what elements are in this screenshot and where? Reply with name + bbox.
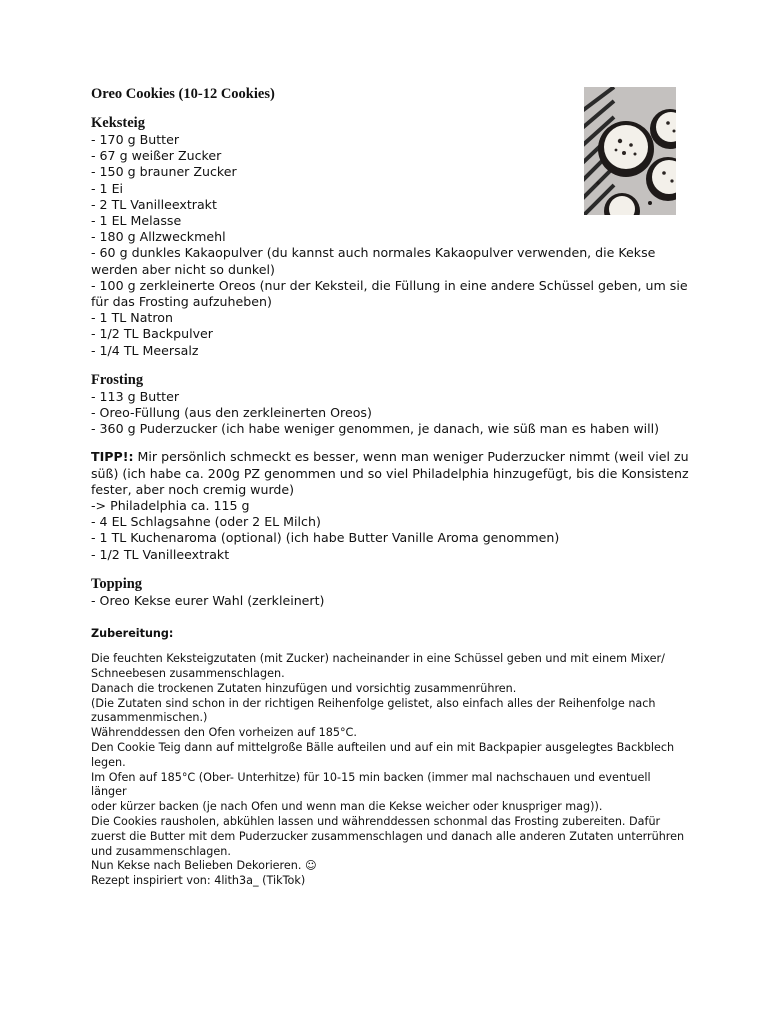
list-item: - 150 g brauner Zucker bbox=[91, 164, 237, 180]
tipp-first-line bbox=[91, 449, 691, 465]
keksteig-heading: Keksteig bbox=[91, 115, 145, 131]
list-item: - Oreo-Füllung (aus den zerkleinerten Oreos) bbox=[91, 405, 372, 421]
list-item: für das Frosting aufzuheben) bbox=[91, 294, 272, 310]
prep-line: Schneebesen zusammenschlagen. bbox=[91, 667, 285, 681]
list-item: - 1 Ei bbox=[91, 180, 124, 196]
list-item: - 113 g Butter bbox=[91, 388, 180, 404]
tipp-block bbox=[91, 449, 691, 562]
prep-line: Die feuchten Keksteigzutaten (mit Zucker) nacheinander in eine Schüssel geben und mit einem Mixer/ bbox=[91, 652, 665, 666]
prep-line: zuerst die Butter mit dem Puderzucker zusammenschlagen und danach alle anderen Zutaten unterrühren bbox=[91, 829, 685, 843]
prep-line: zusammenmischen.) bbox=[91, 711, 208, 725]
list-item: - 67 g weißer Zucker bbox=[91, 148, 222, 164]
section-spacer bbox=[91, 563, 691, 575]
prep-line: Den Cookie Teig dann auf mittelgroße Bälle aufteilen und auf ein mit Backpapier ausgelegtes Backblech bbox=[91, 741, 675, 755]
frosting-list bbox=[91, 389, 691, 438]
prep-line: (Die Zutaten sind schon in der richtigen Reihenfolge gelistet, also einfach alles der Reihenfolge nach bbox=[91, 696, 656, 710]
prep-line: Im Ofen auf 185°C (Ober- Unterhitze) für 10-15 min backen (immer mal nachschauen und eventuell bbox=[91, 770, 651, 784]
prep-line: oder kürzer backen (je nach Ofen und wenn man die Kekse weicher oder knuspriger mag)). bbox=[91, 800, 603, 814]
oreo-cookies-photo bbox=[584, 87, 676, 215]
list-item: werden aber nicht so dunkel) bbox=[91, 261, 275, 277]
list-item: - 1/4 TL Meersalz bbox=[91, 342, 199, 358]
tipp-line: -> Philadelphia ca. 115 g bbox=[91, 498, 250, 514]
zubereitung-heading: Zubereitung: bbox=[91, 627, 174, 641]
section-spacer bbox=[91, 609, 691, 617]
list-item: - 60 g dunkles Kakaopulver (du kannst auch normales Kakaopulver verwenden, die Kekse bbox=[91, 245, 656, 261]
recipe-title: Oreo Cookies (10-12 Cookies) bbox=[91, 86, 275, 102]
prep-line: Währenddessen den Ofen vorheizen auf 185°C. bbox=[91, 726, 357, 740]
list-item: - 1 EL Melasse bbox=[91, 213, 182, 229]
frosting-heading: Frosting bbox=[91, 371, 144, 388]
section-spacer bbox=[91, 359, 691, 371]
list-item: - 100 g zerkleinerte Oreos (nur der Keksteil, die Füllung in eine andere Schüssel geben, um sie bbox=[91, 277, 688, 293]
tipp-label: TIPP!: bbox=[91, 449, 134, 465]
tipp-line: - 4 EL Schlagsahne (oder 2 EL Milch) bbox=[91, 514, 321, 530]
zubereitung-text bbox=[91, 652, 691, 889]
prep-line: Die Cookies rausholen, abkühlen lassen und währenddessen schonmal das Frosting zubereiten. Dafür bbox=[91, 815, 661, 829]
section-spacer bbox=[91, 437, 691, 449]
list-item: - Oreo Kekse eurer Wahl (zerkleinert) bbox=[91, 592, 325, 608]
prep-line: länger bbox=[91, 785, 127, 799]
prep-line: und zusammenschlagen. bbox=[91, 844, 231, 858]
tipp-line: süß) (ich habe ca. 200g PZ genommen und so viel Philadelphia hinzugefügt, bis die Konsistenz bbox=[91, 465, 689, 481]
list-item: - 360 g Puderzucker (ich habe weniger genommen, je danach, wie süß man es haben will) bbox=[91, 421, 660, 437]
prep-line: Nun Kekse nach Belieben Dekorieren. ☺ bbox=[91, 859, 317, 873]
cookie-photo-svg bbox=[584, 87, 676, 215]
list-item: - 170 g Butter bbox=[91, 132, 180, 147]
tipp-line: - 1 TL Kuchenaroma (optional) (ich habe Butter Vanille Aroma genommen) bbox=[91, 530, 560, 546]
prep-line: Danach die trockenen Zutaten hinzufügen und vorsichtig zusammenrühren. bbox=[91, 681, 517, 695]
list-item: - 1 TL Natron bbox=[91, 310, 173, 326]
tipp-line: fester, aber noch cremig wurde) bbox=[91, 481, 295, 497]
prep-line: Rezept inspiriert von: 4lith3a_ (TikTok) bbox=[91, 874, 306, 888]
topping-heading: Topping bbox=[91, 575, 143, 592]
prep-line: legen. bbox=[91, 755, 126, 769]
list-item: - 180 g Allzweckmehl bbox=[91, 229, 226, 245]
tipp-line: - 1/2 TL Vanilleextrakt bbox=[91, 546, 230, 562]
tipp-text: Mir persönlich schmeckt es besser, wenn man weniger Puderzucker nimmt (weil viel zu bbox=[133, 449, 689, 465]
list-item: - 1/2 TL Backpulver bbox=[91, 326, 213, 342]
list-item: - 2 TL Vanilleextrakt bbox=[91, 196, 217, 212]
